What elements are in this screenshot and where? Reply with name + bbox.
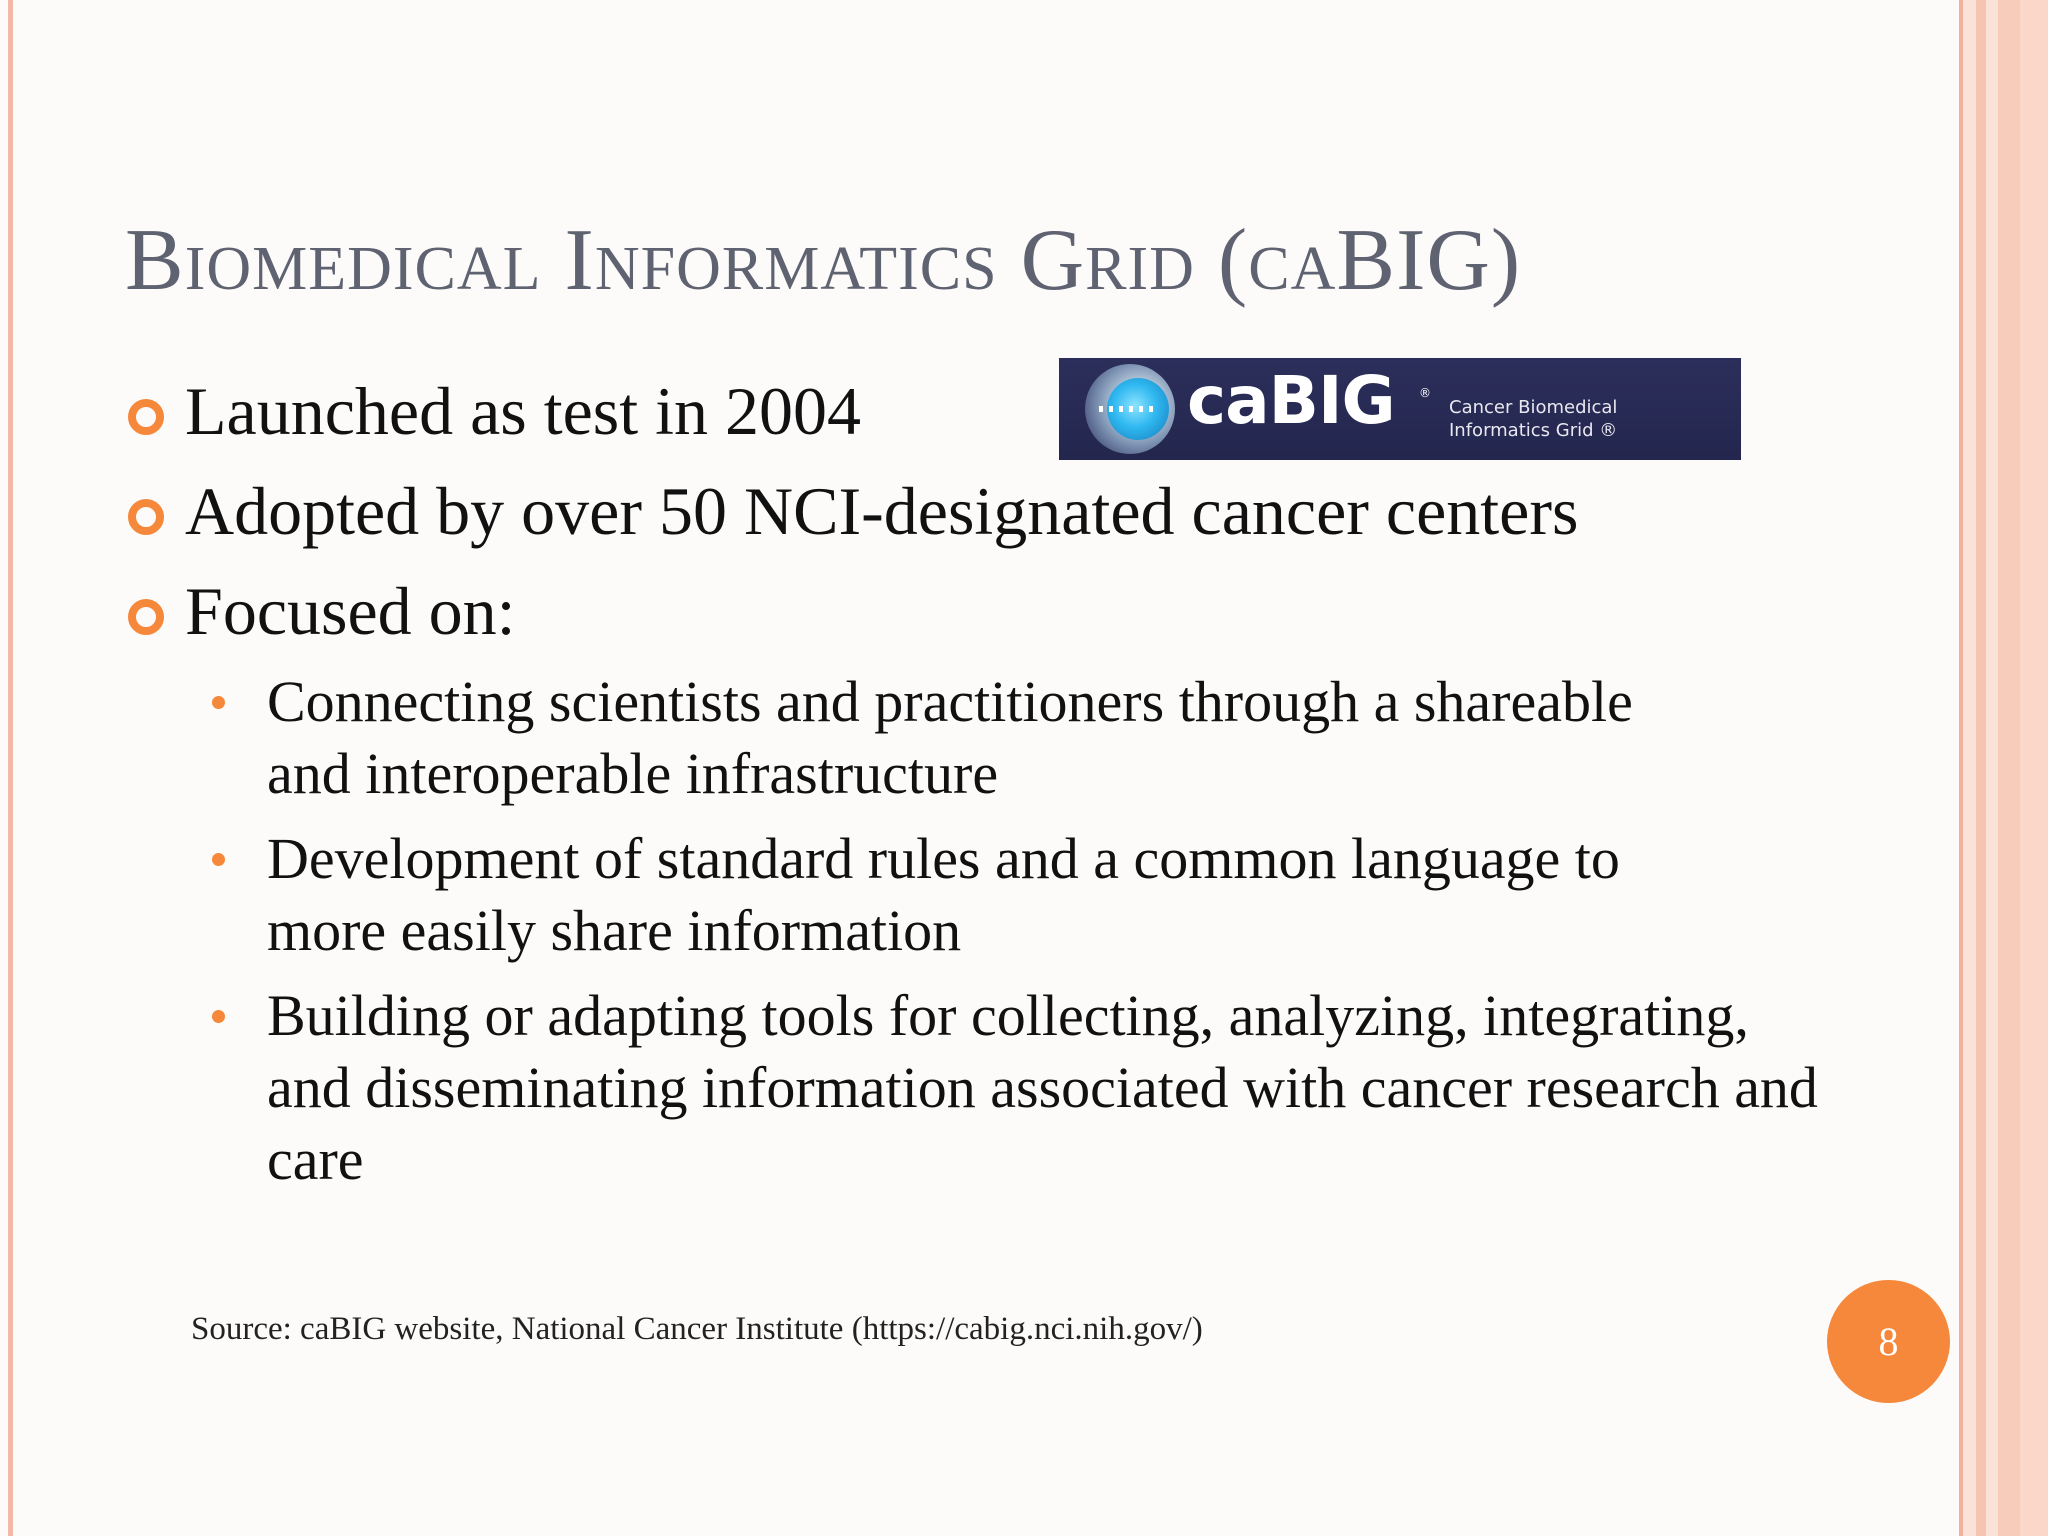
sub-bullet-item: Development of standard rules and a common language to more easily share information <box>267 826 1620 963</box>
bullet-ring-icon <box>128 499 164 535</box>
sub-bullet-dot-icon <box>212 696 225 709</box>
bullet-item: Adopted by over 50 NCI-designated cancer centers <box>185 473 1579 549</box>
right-border-stripe <box>2020 0 2048 1536</box>
right-border-stripe <box>1998 0 2020 1536</box>
sub-bullet-item: Building or adapting tools for collecting, analyzing, integrating, and disseminating information associated with cancer research and care <box>267 983 1818 1192</box>
sub-bullet-dot-icon <box>212 1010 225 1023</box>
page-number: 8 <box>1878 1319 1899 1364</box>
sub-bullet-item: Connecting scientists and practitioners through a shareable and interoperable infrastructure <box>267 669 1633 806</box>
page-number-badge <box>1827 1280 1950 1403</box>
bullet-ring-icon <box>128 599 164 635</box>
globe-dots-icon <box>1099 406 1159 412</box>
right-border-line <box>1959 0 1963 1536</box>
left-border <box>8 0 13 1536</box>
cabig-logo <box>1059 358 1741 460</box>
source-citation: Source: caBIG website, National Cancer Institute (https://cabig.nci.nih.gov/) <box>191 1311 1203 1347</box>
logo-tagline-line1: Cancer Biomedical <box>1449 397 1618 418</box>
bullet-item: Focused on: <box>185 573 516 649</box>
slide-title: Biomedical Informatics Grid (caBIG) <box>125 212 1522 309</box>
logo-tagline-line2: Informatics Grid ® <box>1449 420 1618 441</box>
sub-bullet-dot-icon <box>212 853 225 866</box>
bullet-ring-icon <box>128 399 164 435</box>
right-border-stripe <box>1976 0 1986 1536</box>
bullet-item: Launched as test in 2004 <box>185 373 862 449</box>
logo-wordmark: caBIG <box>1187 362 1395 439</box>
logo-registered-mark: ® <box>1419 386 1431 400</box>
